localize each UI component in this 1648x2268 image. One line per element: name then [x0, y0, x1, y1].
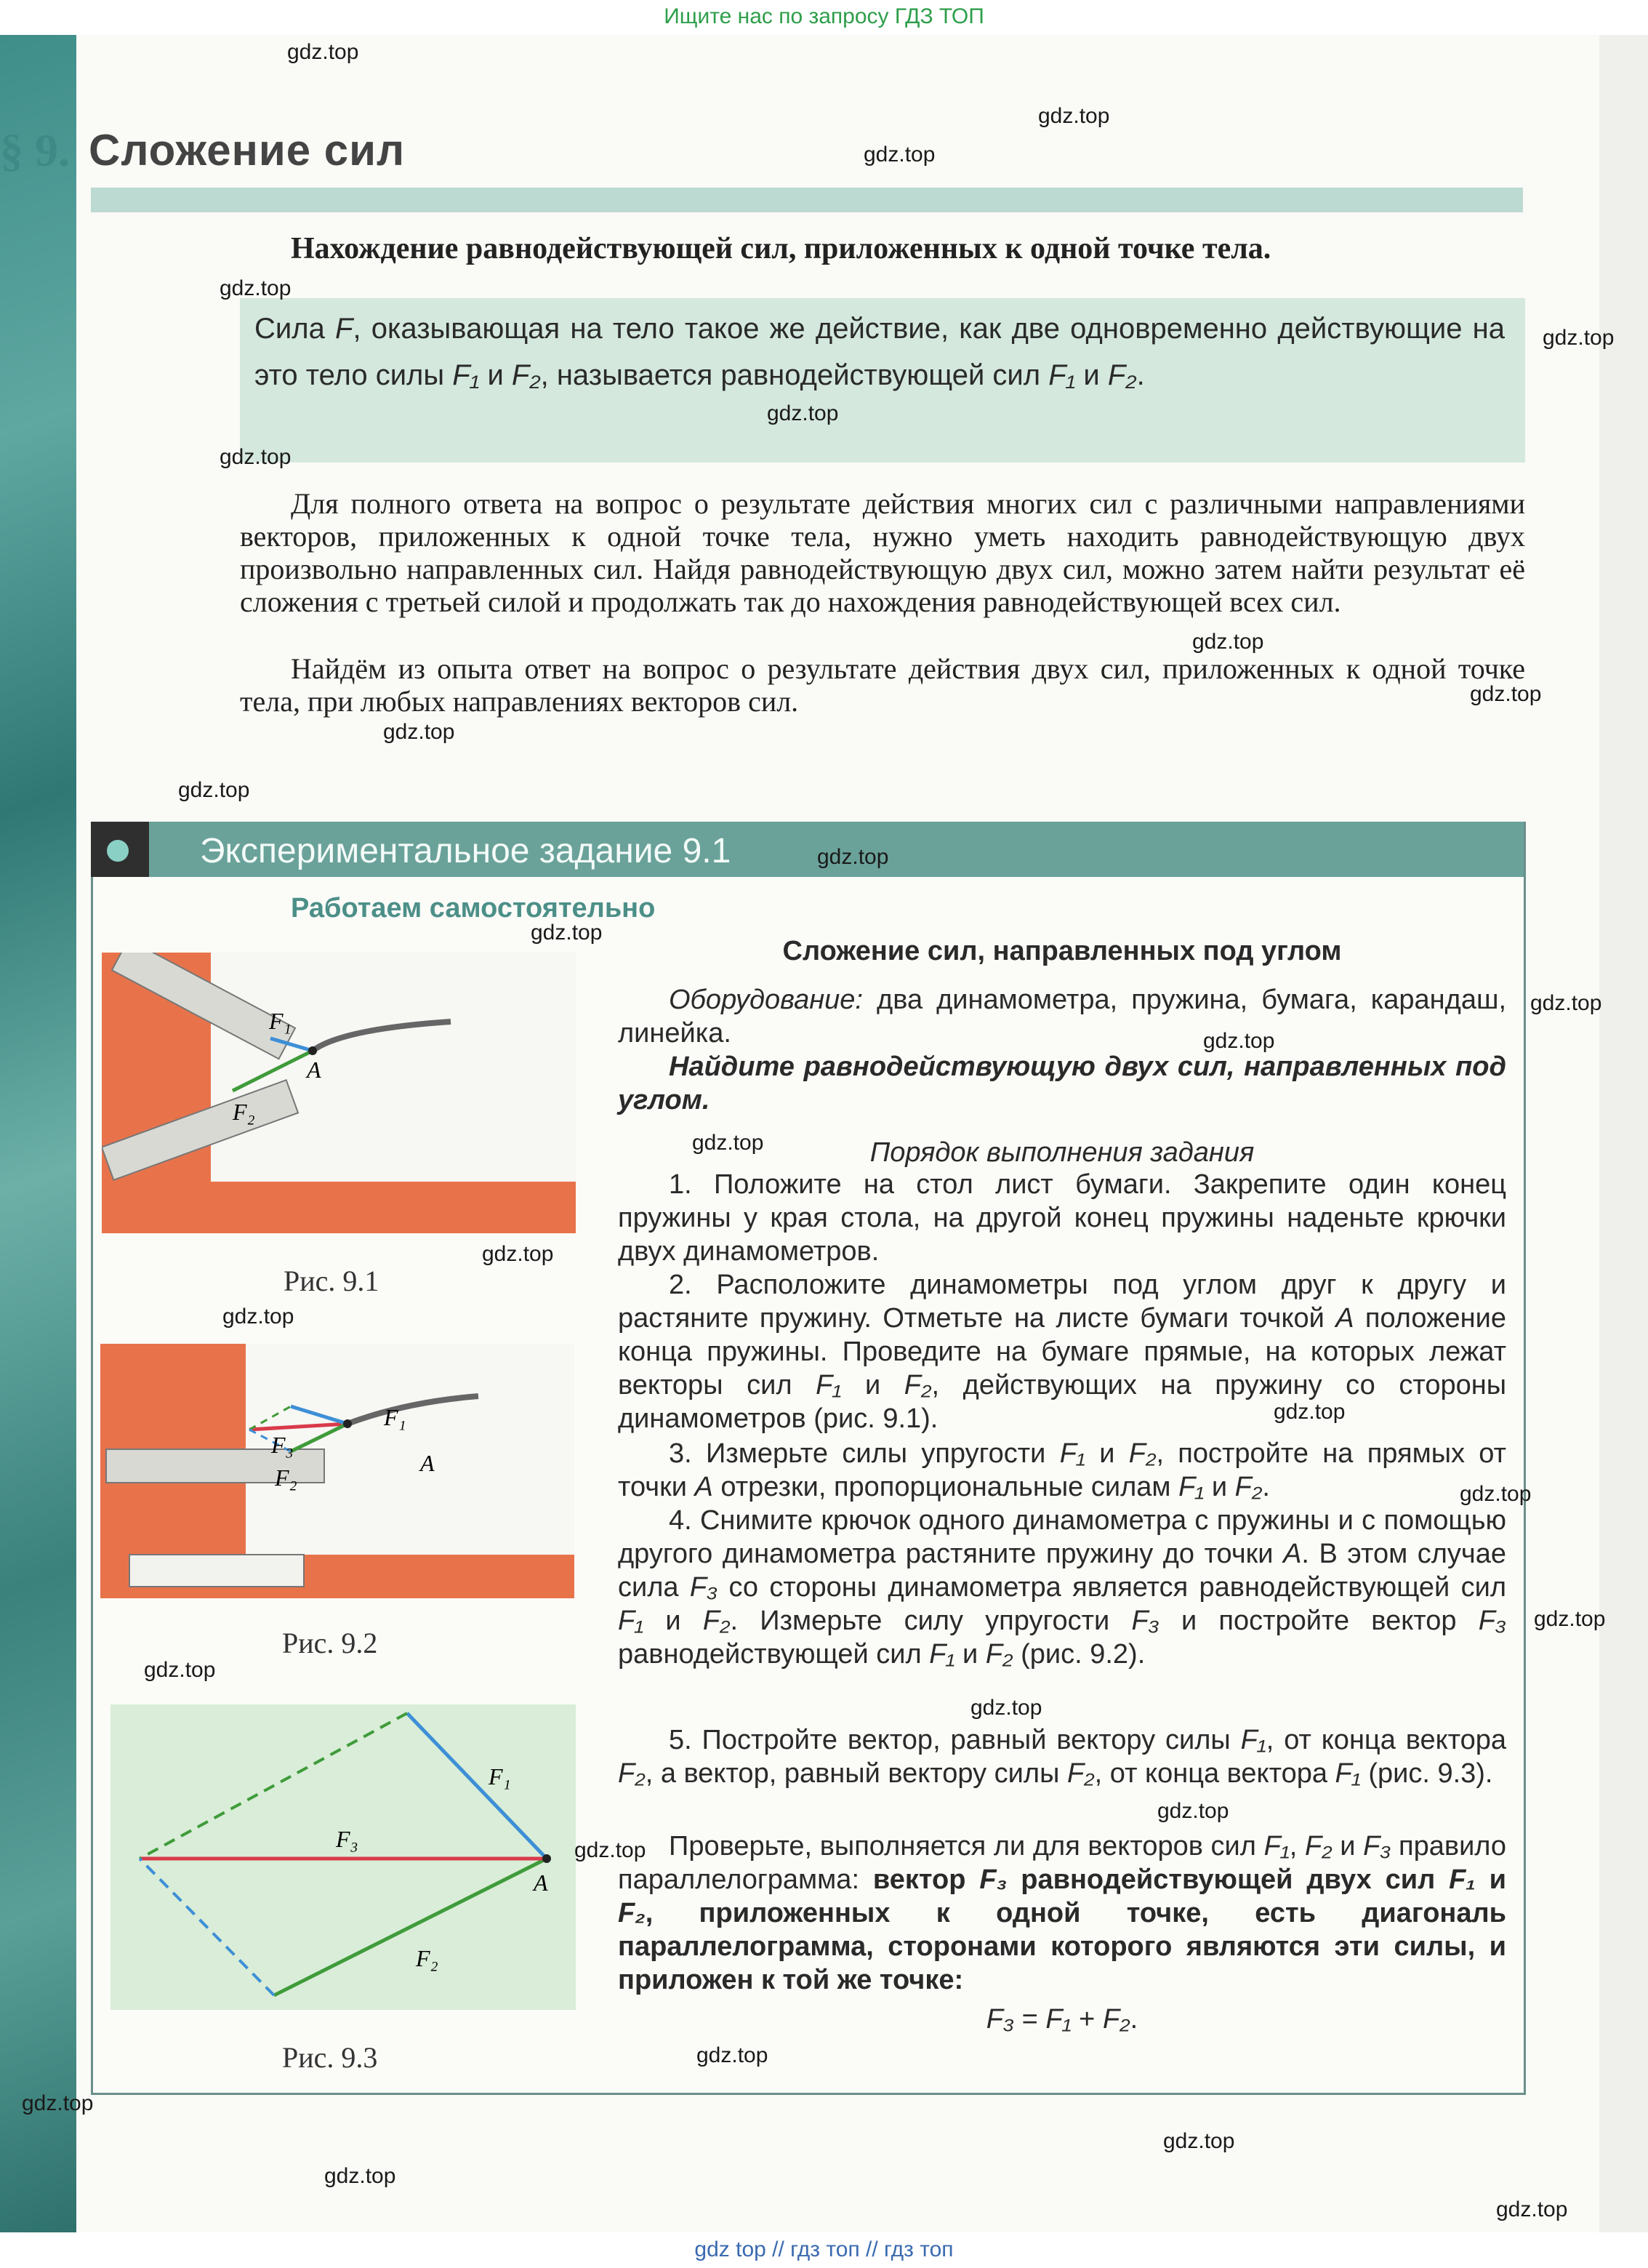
- section-number: § 9.: [0, 124, 70, 176]
- force-F3: F₃: [1131, 1606, 1159, 1636]
- watermark: gdz.top: [222, 1305, 294, 1329]
- formula: F₃ = F₁ + F₂.: [986, 2004, 1138, 2035]
- vec-F3: F₃: [1363, 1831, 1391, 1862]
- watermark: gdz.top: [1534, 1607, 1606, 1631]
- label-f2: F₂: [416, 1945, 438, 1971]
- label-f1: F₁: [384, 1404, 406, 1430]
- top-banner: Ищите нас по запросу ГДЗ ТОП: [0, 0, 1648, 35]
- point-a-label: A: [1335, 1303, 1354, 1334]
- watermark: gdz.top: [1460, 1482, 1532, 1506]
- watermark: gdz.top: [144, 1658, 216, 1682]
- watermark: gdz.top: [220, 445, 292, 469]
- figure-caption: Рис. 9.2: [282, 1627, 378, 1659]
- bottom-banner: gdz top // гдз топ // гдз топ: [0, 2232, 1648, 2268]
- vec-F1: F₁: [452, 359, 480, 391]
- label-a: A: [307, 1057, 321, 1083]
- step-2: 2. Расположите динамометры под углом друг к другу и растяните пружину. Отметьте на листе бумаги точкой A положение конца пружины. Проведите на бумаге прямые, на которых лежат векторы сил F₁ и F₂, действующих на пружину со стороны динамометров (рис. 9.1).: [618, 1270, 1507, 1434]
- point-a: [343, 1419, 352, 1428]
- label-f3: F₃: [336, 1826, 358, 1852]
- point-a: [308, 1046, 317, 1055]
- figure-caption: Рис. 9.1: [284, 1265, 379, 1297]
- watermark: gdz.top: [1530, 991, 1602, 1015]
- vec-F2: F₂: [618, 1898, 646, 1928]
- task-title: Сложение сил, направленных под углом: [782, 936, 1342, 966]
- vec-F2: F₂: [904, 1370, 932, 1401]
- rule-text: Проверьте, выполняется ли для векторов сил F₁, F₂ и F₃ правило параллелограмма: вектор F₃ равнодействующей двух сил F₁ и F₂, приложенных к одной точке, есть диагональ параллелограмма, сторонами которого являются эти силы, и приложен к той же точке:: [618, 1831, 1507, 1995]
- step-4: 4. Снимите крючок одного динамометра с пружины и с помощью другого динамометра растяните пружину до точки A. В этом случае сила F₃ со стороны динамометра является равнодействующей сил F₁ и F₂. Измерьте силу упругости F₃ и постройте вектор F₃ равнодействующей сил F₁ и F₂ (рис. 9.2).: [618, 1505, 1506, 1670]
- step-1: 1. Положите на стол лист бумаги. Закрепите один конец пружины у края стола, на другой конец пружины наденьте крючки двух динамометров.: [618, 1169, 1506, 1267]
- label-f2: F₂: [275, 1464, 297, 1491]
- watermark: gdz.top: [531, 921, 603, 945]
- vec-F2: F₂: [1234, 1472, 1263, 1502]
- vec-F1: F₁: [1048, 359, 1076, 391]
- work-title: Работаем самостоятельно: [291, 893, 656, 923]
- vec-F2: F₂: [1107, 359, 1137, 391]
- order-title: Порядок выполнения задания: [869, 1137, 1255, 1168]
- equipment-text: [618, 983, 1506, 1050]
- equipment-list: два динамометра, пружина, бумага, карандаш, линейка.: [618, 985, 1507, 1049]
- watermark: gdz.top: [1192, 630, 1264, 654]
- def-part: Сила: [254, 313, 325, 345]
- vec-F2: F₂: [511, 359, 541, 391]
- watermark: gdz.top: [287, 40, 359, 64]
- vec-F1: F₁: [1263, 1831, 1290, 1862]
- vec-F2: F₂: [1304, 1831, 1333, 1862]
- watermark: gdz.top: [324, 2164, 396, 2188]
- figure-9-1: [102, 953, 576, 1233]
- point-a-label: A: [1283, 1539, 1302, 1569]
- equipment-label: Оборудование:: [669, 985, 863, 1015]
- watermark: gdz.top: [220, 276, 292, 300]
- watermark: gdz.top: [692, 1131, 764, 1155]
- vec-F2: F₂: [618, 1758, 646, 1789]
- vec-F1: F₁: [1240, 1725, 1266, 1755]
- watermark: gdz.top: [178, 778, 250, 802]
- def-part: .: [1136, 359, 1145, 391]
- def-part: и: [1083, 359, 1100, 391]
- watermark: gdz.top: [1496, 2197, 1568, 2221]
- label-f1: F₁: [269, 1008, 292, 1034]
- label-f1: F₁: [489, 1763, 511, 1790]
- watermark: gdz.top: [817, 845, 889, 869]
- vec-F1: F₁: [816, 1370, 842, 1401]
- vec-F2: F₂: [1066, 1758, 1095, 1789]
- watermark: gdz.top: [22, 2091, 94, 2115]
- watermark: gdz.top: [1038, 104, 1110, 128]
- paragraph-2: Найдём из опыта ответ на вопрос о результате действия двух сил, приложенных к одной точке тела, при любых направлениях векторов сил.: [240, 652, 1525, 718]
- vec-F: F: [335, 313, 353, 345]
- label-a: A: [534, 1870, 548, 1896]
- force-F1: F₁: [1059, 1438, 1085, 1469]
- watermark: gdz.top: [1157, 1799, 1229, 1823]
- watermark: gdz.top: [1543, 326, 1615, 350]
- section-title: Сложение сил: [89, 126, 406, 175]
- step-5: 5. Постройте вектор, равный вектору силы F₁, от конца вектора F₂, а вектор, равный вектору силы F₂, от конца вектора F₁ (рис. 9.3).: [618, 1725, 1507, 1789]
- vec-F2: F₂: [1102, 2004, 1130, 2035]
- vec-F2: F₂: [985, 1639, 1013, 1670]
- watermark: gdz.top: [383, 720, 455, 744]
- def-part: , называется равнодействующей сил: [540, 359, 1041, 391]
- watermark: gdz.top: [864, 143, 936, 167]
- vec-F3: F₃: [979, 1864, 1008, 1895]
- watermark: gdz.top: [1470, 682, 1542, 706]
- point-a-label: A: [694, 1472, 713, 1502]
- label-a: A: [420, 1450, 435, 1476]
- page-edge-decoration: [0, 35, 76, 2232]
- def-part: и: [487, 359, 504, 391]
- vec-F1: F₁: [1045, 2004, 1072, 2035]
- figure-9-2: [100, 1344, 574, 1598]
- watermark: gdz.top: [1163, 2129, 1235, 2153]
- goal-text: Найдите равнодействующую двух сил, направленных под углом.: [618, 1051, 1506, 1115]
- watermark: gdz.top: [482, 1242, 554, 1266]
- subheading: Нахождение равнодействующей сил, приложенных к одной точке тела.: [291, 232, 1271, 265]
- bullet-icon: [107, 840, 129, 862]
- watermark: gdz.top: [970, 1696, 1042, 1720]
- watermark: gdz.top: [1203, 1029, 1275, 1053]
- vec-F1: F₁: [618, 1606, 644, 1636]
- title-underline: [91, 188, 1523, 212]
- page-right-edge: [1599, 35, 1648, 2232]
- vec-F1: F₁: [1178, 1472, 1205, 1502]
- vec-F1: F₁: [929, 1639, 955, 1670]
- step-3: 3. Измерьте силы упругости F₁ и F₂, постройте на прямых от точки A отрезки, пропорциональные силам F₁ и F₂.: [618, 1438, 1507, 1502]
- figure-caption: Рис. 9.3: [282, 2041, 378, 2074]
- watermark: gdz.top: [574, 1838, 646, 1862]
- vec-F2: F₂: [702, 1606, 731, 1636]
- vec-F3: F₃: [689, 1572, 718, 1603]
- vec-F3: F₃: [1478, 1606, 1506, 1636]
- experiment-label: Экспериментальное задание 9.1: [200, 832, 731, 870]
- vec-F1: F₁: [1335, 1758, 1361, 1789]
- paragraph-1: Для полного ответа на вопрос о результате действия многих сил с различными направлениями векторов, приложенных к одной точке тела, нужно уметь находить равнодействующую двух произвольно направленных сил. Найдя равнодействующую двух сил, можно затем найти результат её сложения с третьей силой и продолжать так до нахождения равнодействующей всех сил.: [240, 487, 1525, 618]
- dynamometer-spare: [129, 1555, 304, 1587]
- figure-9-3: [110, 1704, 576, 2010]
- def-part: , оказывающая на тело такое же действие, как две одновременно действующие на это тело силы: [254, 313, 1505, 391]
- fig1-paper: [211, 953, 576, 1182]
- force-F2: F₂: [1128, 1438, 1157, 1469]
- watermark: gdz.top: [767, 401, 839, 425]
- vec-F3: F₃: [986, 2004, 1015, 2035]
- point-a: [542, 1854, 551, 1863]
- label-f2: F₂: [233, 1099, 255, 1125]
- label-f3: F₃: [271, 1432, 294, 1458]
- definition-text: [254, 305, 1505, 398]
- watermark: gdz.top: [1274, 1400, 1346, 1424]
- watermark: gdz.top: [696, 2043, 768, 2067]
- vec-F1: F₁: [1449, 1864, 1476, 1895]
